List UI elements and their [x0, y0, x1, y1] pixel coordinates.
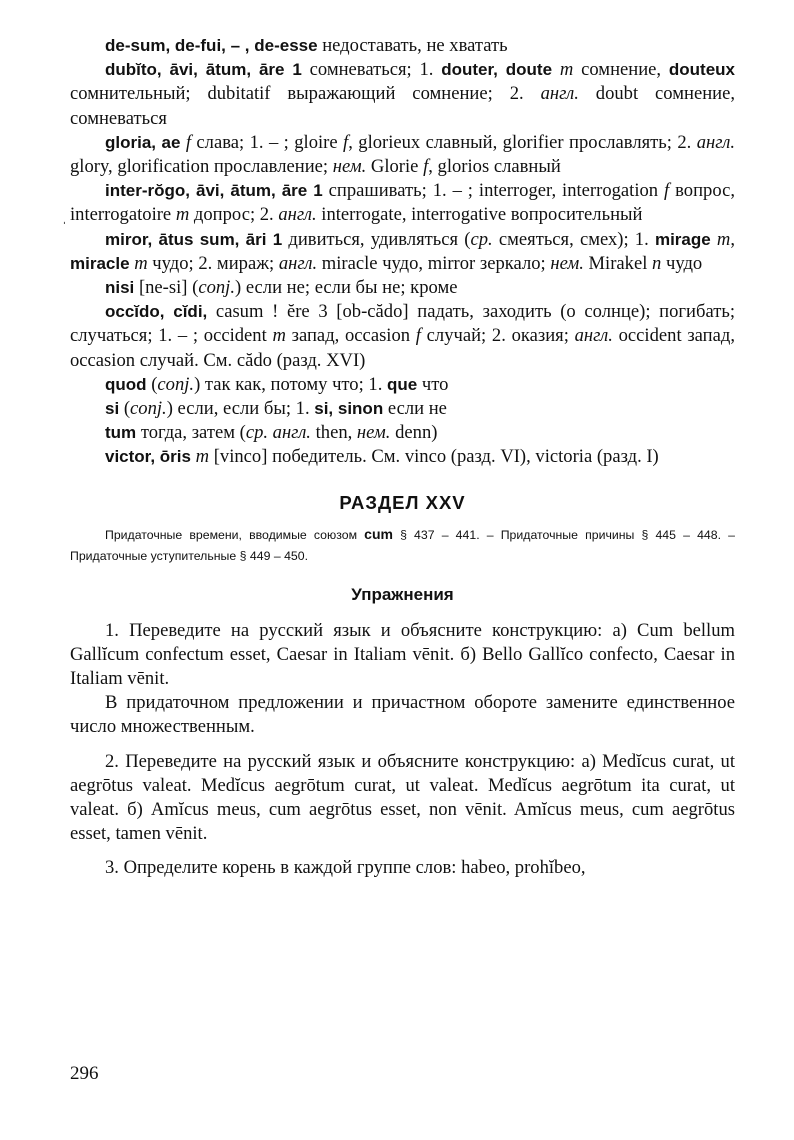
exercises-title: Упражнения [351, 584, 454, 604]
entry-occido: occĭdo, cĭdi, casum ! ĕre 3 [ob-cădo] падать, заходить (о солнце); погибать; случаться; 1. – ; occident m запад, occasion f случай; 2. оказия; англ. occident запад, occasion случай. См. cădo (разд. XVI) [70, 301, 735, 371]
entry-quod: quod (conj.) так как, потому что; 1. que что [105, 373, 449, 395]
exercise-3: 3. Определите корень в каждой группе слов: habeo, prohĭbeo, [105, 857, 586, 879]
entry-desum: de-sum, de-fui, – , de-esse недоставать, не хватать [105, 35, 508, 56]
entry-dubito: dubĭto, āvi, ātum, āre 1 сомневаться; 1. douter, doute m сомнение, douteux сомнительный; dubitatif выражающий сомнение; 2. англ. doubt сомнение, сомневаться [70, 59, 735, 129]
exercise-1-task: В придаточном предложении и причастном обороте замените единственное число множественным. [70, 692, 735, 738]
entry-nisi: nisi [ne-si] (conj.) если не; если бы не; кроме [105, 277, 458, 299]
section-description: Придаточные времени, вводимые союзом cum § 437 – 441. – Придаточные причины § 445 – 448. – Придаточные уступительные § 449 – 450. [70, 525, 735, 563]
entry-victor: victor, ōris m [vinco] победитель. См. vinco (разд. VI), victoria (разд. I) [105, 446, 659, 468]
entry-tum: tum тогда, затем (ср. англ. then, нем. denn) [105, 422, 438, 444]
entry-gloria: gloria, ae f слава; 1. – ; gloire f, glorieux славный, glorifier прославлять; 2. англ. glory, glorification прославление; нем. Glorie f, glorios славный [70, 131, 736, 178]
exercise-1: 1. Переведите на русский язык и объясните конструкцию: а) Cum bellum Gallĭcum confectum esset, Caesar in Italiam vēnit. б) Bello Gallĭco confecto, Caesar in Italiam vēnit. [70, 619, 735, 690]
entry-si: si (conj.) если, если бы; 1. si, sinon если не [105, 398, 447, 420]
entry-interrogo: inter-rŏgo, āvi, ātum, āre 1 спрашивать; 1. – ; interroger, interrogation f вопрос, interrogatoire m допрос; 2. англ. interrogate, interrogative вопросительный [70, 180, 735, 226]
section-title: РАЗДЕЛ XXV [339, 491, 466, 513]
entry-miror: miror, ātus sum, āri 1 дивиться, удивляться (ср. смеяться, смех); 1. mirage m, miracle m чудо; 2. мираж; англ. miracle чудо, mirror зеркало; нем. Mirakel n чудо [70, 228, 735, 274]
page-content [70, 34, 735, 881]
exercise-2: 2. Переведите на русский язык и объясните конструкцию: а) Medĭcus curat, ut aegrōtus valeat. Medĭcus aegrōtum curat, ut valeat. Medĭcus aegrōtum ita curat, ut valeat. б) Amĭcus meus, cum aegrōtus esset, non vēnit. Amĭcus meus, cum aegrōtus esset, tamen vēnit. [70, 750, 735, 845]
margin-mark: ˌ [62, 210, 67, 225]
page-number: 296 [70, 1063, 99, 1084]
